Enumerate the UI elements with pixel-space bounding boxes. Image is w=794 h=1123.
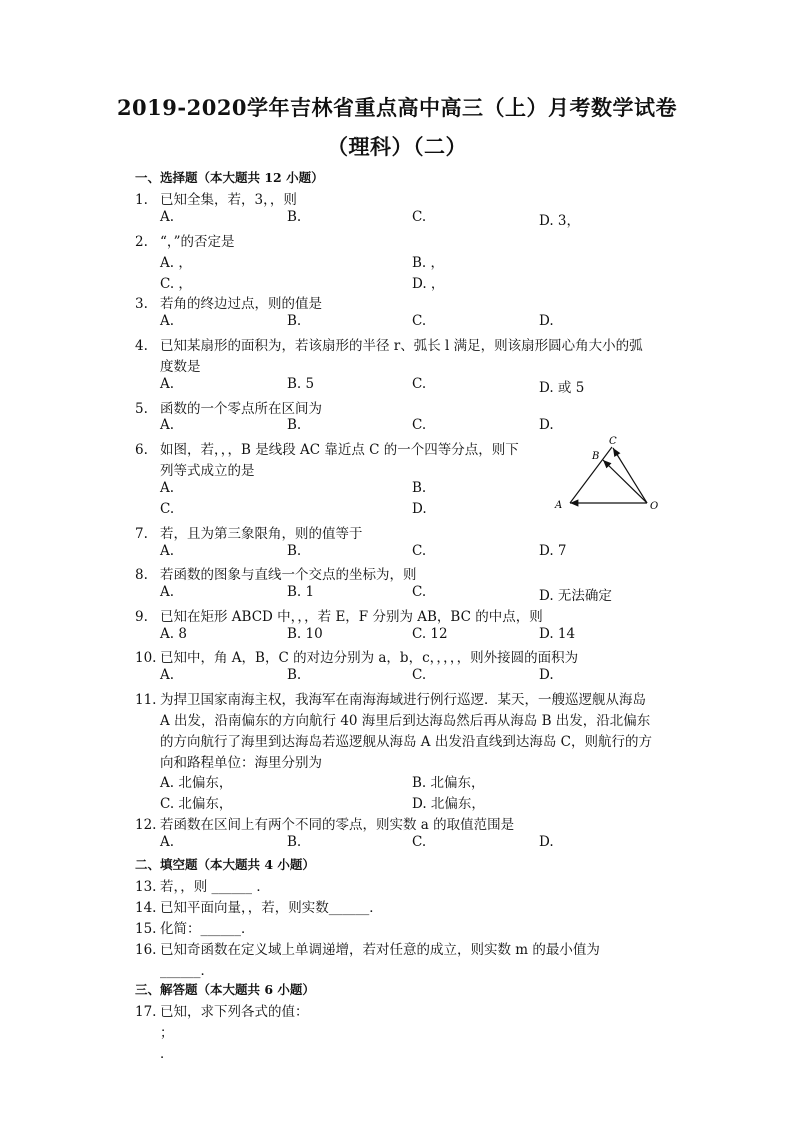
option-a: A. — [160, 584, 175, 600]
option-b: B. — [287, 834, 302, 850]
option-a: A. — [160, 480, 175, 496]
option-d: D. 7 — [539, 543, 567, 559]
question-number: 10. — [135, 650, 157, 666]
paper-title-line2: （理科）（二） — [327, 134, 467, 159]
question-13 — [135, 875, 270, 895]
option-c: C. 12 — [412, 626, 448, 642]
option-c: C. — [412, 667, 427, 683]
option-c: C. 北偏东， — [160, 796, 233, 812]
question-text: “，”的否定是 — [160, 234, 235, 250]
option-b: B. 北偏东， — [412, 775, 485, 791]
option-a: A. — [160, 543, 175, 559]
option-c: C. — [160, 501, 175, 517]
paper-title-line1: 2019-2020学年吉林省重点高中高三（上）月考数学试卷 — [116, 95, 678, 120]
question-9 — [135, 605, 543, 625]
question-number: 13. — [135, 879, 157, 895]
option-c: C. — [412, 834, 427, 850]
option-c: C. — [412, 417, 427, 433]
option-b: B. 1 — [287, 584, 315, 600]
label-a: A — [555, 500, 563, 511]
option-a: A. — [160, 417, 175, 433]
question-text: 若函数在区间上有两个不同的零点，则实数 a 的取值范围是 — [160, 817, 515, 833]
option-d: D. — [539, 667, 554, 683]
question-text: 若，且为第三象限角，则的值等于 — [160, 526, 363, 542]
option-b: B. — [287, 543, 302, 559]
question-number: 6. — [135, 442, 148, 458]
option-c: C. — [412, 376, 427, 392]
question-text: 化简：______． — [160, 921, 255, 937]
option-b: B. — [287, 417, 302, 433]
option-a: A. ， — [160, 255, 192, 271]
option-d: D. 3， — [539, 213, 581, 229]
sub-question-1: ； — [160, 1025, 174, 1041]
question-number: 12. — [135, 817, 157, 833]
segment-ac — [570, 447, 612, 503]
question-12 — [135, 813, 514, 833]
question-text: 已知某扇形的面积为，若该扇形的半径 r、弧长 l 满足，则该扇形圆心角大小的弧 — [160, 338, 643, 354]
question-4 — [135, 334, 643, 354]
question-11 — [135, 688, 646, 708]
option-b: B. ， — [412, 255, 445, 271]
question-6 — [135, 438, 519, 458]
option-a: A. — [160, 667, 175, 683]
question-number: 17. — [135, 1004, 157, 1020]
triangle-figure — [550, 435, 665, 515]
question-text-continued: ______． — [160, 963, 214, 979]
option-b: B. 5 — [287, 376, 315, 392]
option-b: B. — [287, 667, 302, 683]
question-number: 11. — [135, 692, 157, 708]
question-text-continued: 列等式成立的是 — [160, 463, 255, 479]
option-d: D. — [539, 417, 554, 433]
question-8 — [135, 563, 417, 583]
question-number: 15. — [135, 921, 157, 937]
option-d: D. — [539, 834, 554, 850]
section-heading-choice: 一、选择题（本大题共 12 小题） — [135, 170, 324, 185]
question-7 — [135, 522, 363, 542]
question-1 — [135, 188, 297, 208]
question-text: 已知平面向量，，若，则实数______． — [160, 900, 383, 916]
option-d: D. 北偏东， — [412, 796, 485, 812]
option-c: C. ， — [160, 276, 192, 292]
question-number: 3. — [135, 296, 148, 312]
option-c: C. — [412, 584, 427, 600]
question-number: 14. — [135, 900, 157, 916]
question-text: 已知，求下列各式的值： — [160, 1004, 309, 1020]
label-o: O — [650, 501, 659, 512]
question-number: 7. — [135, 526, 148, 542]
question-text-continued: 度数是 — [160, 359, 201, 375]
question-number: 2. — [135, 234, 148, 250]
sub-question-2: ． — [160, 1046, 174, 1062]
option-a: A. — [160, 209, 175, 225]
option-b: B. 10 — [287, 626, 323, 642]
option-a: A. — [160, 313, 175, 329]
option-d: D. — [412, 501, 427, 517]
section-heading-fill: 二、填空题（本大题共 4 小题） — [135, 857, 315, 872]
question-text: 已知在矩形 ABCD 中，，，若 E，F 分别为 AB，BC 的中点，则 — [160, 609, 543, 625]
question-text: 已知奇函数在定义域上单调递增，若对任意的成立，则实数 m 的最小值为 — [160, 942, 600, 958]
question-16 — [135, 938, 600, 958]
option-d: D. 或 5 — [539, 380, 585, 396]
section-heading-answer: 三、解答题（本大题共 6 小题） — [135, 982, 315, 997]
option-d: D. — [539, 313, 554, 329]
question-number: 1. — [135, 192, 148, 208]
option-c: C. — [412, 209, 427, 225]
question-text: 函数的一个零点所在区间为 — [160, 401, 322, 417]
option-d: D. 14 — [539, 626, 576, 642]
option-a: A. 北偏东， — [160, 775, 233, 791]
question-number: 4. — [135, 338, 148, 354]
question-text: 若，，则 ______ ． — [160, 879, 270, 895]
option-a: A. — [160, 834, 175, 850]
question-text: 为捍卫国家南海主权，我海军在南海海域进行例行巡逻．某天，一艘巡逻舰从海岛 — [160, 692, 646, 708]
question-10 — [135, 646, 578, 666]
question-17 — [135, 1000, 309, 1020]
option-d: D. ， — [412, 276, 445, 292]
question-text: 若函数的图象与直线一个交点的坐标为，则 — [160, 567, 417, 583]
question-number: 8. — [135, 567, 148, 583]
question-text: 已知中，角 A，B，C 的对边分别为 a，b，c，，，，，则外接圆的面积为 — [160, 650, 579, 666]
question-text: 如图，若，，，B 是线段 AC 靠近点 C 的一个四等分点，则下 — [160, 442, 519, 458]
question-14 — [135, 896, 383, 916]
option-a: A. — [160, 376, 175, 392]
question-text: 已知全集，若，3，，则 — [160, 192, 297, 208]
question-2 — [135, 230, 235, 250]
question-text-continued: 的方向航行了海里到达海岛若巡逻舰从海岛 A 出发沿直线到达海岛 C，则航行的方 — [160, 734, 652, 750]
option-b: B. — [287, 313, 302, 329]
question-number: 9. — [135, 609, 148, 625]
label-c: C — [609, 436, 617, 447]
option-b: B. — [287, 209, 302, 225]
question-number: 5. — [135, 401, 148, 417]
question-text-continued: A 出发，沿南偏东的方向航行 40 海里后到达海岛然后再从海岛 B 出发，沿北偏东 — [160, 713, 651, 729]
option-c: C. — [412, 543, 427, 559]
question-text: 若角的终边过点，则的值是 — [160, 296, 322, 312]
label-b: B — [592, 451, 600, 462]
question-text-continued: 向和路程单位：海里分别为 — [160, 755, 322, 771]
option-b: B. — [412, 480, 427, 496]
option-c: C. — [412, 313, 427, 329]
question-15 — [135, 917, 255, 937]
question-5 — [135, 397, 322, 417]
option-d: D. 无法确定 — [539, 588, 612, 604]
option-a: A. 8 — [160, 626, 187, 642]
question-3 — [135, 292, 322, 312]
question-number: 16. — [135, 942, 157, 958]
